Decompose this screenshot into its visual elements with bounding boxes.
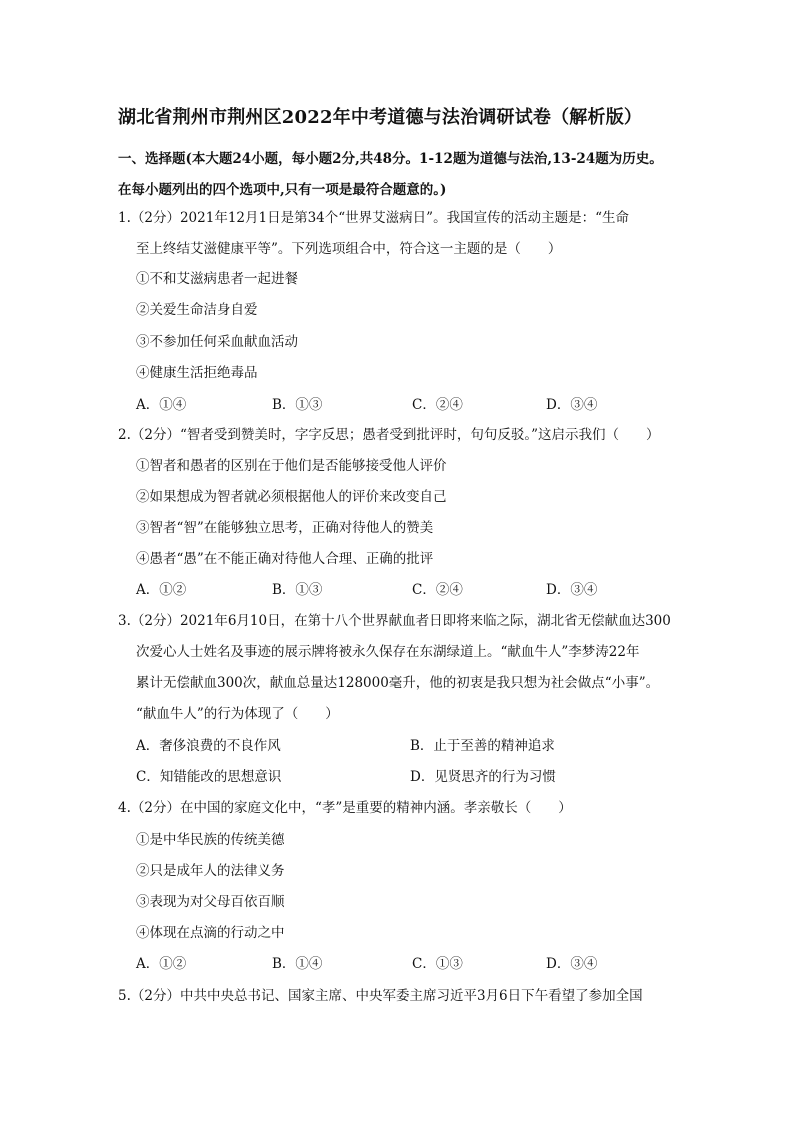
exam-title: 湖北省荆州市荆州区2022年中考道德与法治调研试卷（解析版）: [118, 107, 643, 128]
question-3-stem-line-3: 累计无偿献血300次，献血总量达128000毫升，他的初衷是我只想为社会做点“小事”。: [136, 675, 660, 691]
question-4-item-2: ②只是成年人的法律义务: [136, 863, 285, 879]
question-5-stem-line-1: 5.（2分）中共中央总书记、国家主席、中央军委主席习近平3月6日下午看望了参加全国: [118, 988, 643, 1004]
question-1-choice-d: D．③④: [546, 397, 598, 413]
question-1-item-3: ③不参加任何采血献血活动: [136, 334, 298, 350]
question-4-choice-b: B．①④: [272, 956, 323, 972]
question-2-choice-c: C．②④: [412, 582, 463, 598]
question-2-item-2: ②如果想成为智者就必须根据他人的评价来改变自己: [136, 489, 447, 505]
question-3-choice-a: A．奢侈浪费的不良作风: [136, 738, 281, 754]
question-1-choice-b: B．①③: [272, 397, 323, 413]
question-3-stem-line-4: “献血牛人”的行为体现了（ ）: [136, 706, 339, 722]
question-1-item-1: ①不和艾滋病患者一起进餐: [136, 271, 298, 287]
question-2-choice-b: B．①③: [272, 582, 323, 598]
question-1-choice-c: C．②④: [412, 397, 463, 413]
question-1-stem-line-1: 1.（2分）2021年12月1日是第34个“世界艾滋病日”。我国宣传的活动主题是：“生命: [118, 210, 629, 226]
question-2-item-1: ①智者和愚者的区别在于他们是否能够接受他人评价: [136, 458, 447, 474]
question-1-choice-a: A．①④: [136, 397, 187, 413]
question-4-stem-line-1: 4.（2分）在中国的家庭文化中，“孝”是重要的精神内涵。孝亲敬长（ ）: [118, 800, 572, 816]
section-header-line-2: 在每小题列出的四个选项中,只有一项是最符合题意的。): [118, 182, 447, 198]
question-3-stem-line-1: 3.（2分）2021年6月10日，在第十八个世界献血者日即将来临之际，湖北省无偿献血达300: [118, 613, 671, 629]
question-4-choice-d: D．③④: [546, 956, 598, 972]
question-2-item-3: ③智者“智”在能够独立思考，正确对待他人的赞美: [136, 520, 434, 536]
section-header-line-1: 一、选择题(本大题24小题，每小题2分,共48分。1-12题为道德与法治,13-24题为历史。: [118, 151, 663, 167]
question-4-choice-a: A．①②: [136, 956, 187, 972]
question-3-choice-b: B．止于至善的精神追求: [410, 738, 555, 754]
question-1-item-2: ②关爱生命洁身自爱: [136, 302, 258, 318]
question-4-item-4: ④体现在点滴的行动之中: [136, 925, 285, 941]
question-1-stem-line-2: 至上终结艾滋健康平等”。下列选项组合中，符合这一主题的是（ ）: [136, 241, 562, 257]
question-3-choice-d: D．见贤思齐的行为习惯: [410, 769, 556, 785]
question-4-choice-c: C．①③: [412, 956, 463, 972]
question-2-choice-a: A．①②: [136, 582, 187, 598]
question-2-item-4: ④愚者“愚”在不能正确对待他人合理、正确的批评: [136, 551, 434, 567]
question-3-stem-line-2: 次爱心人士姓名及事迹的展示牌将被永久保存在东湖绿道上。“献血牛人”李梦涛22年: [136, 644, 640, 660]
question-1-item-4: ④健康生活拒绝毒品: [136, 365, 258, 381]
question-2-choice-d: D．③④: [546, 582, 598, 598]
question-4-item-3: ③表现为对父母百依百顺: [136, 894, 285, 910]
question-2-stem-line-1: 2.（2分）“智者受到赞美时，字字反思；愚者受到批评时，句句反驳。”这启示我们（ ）: [118, 427, 660, 443]
question-3-choice-c: C．知错能改的思想意识: [136, 769, 282, 785]
question-4-item-1: ①是中华民族的传统美德: [136, 832, 285, 848]
